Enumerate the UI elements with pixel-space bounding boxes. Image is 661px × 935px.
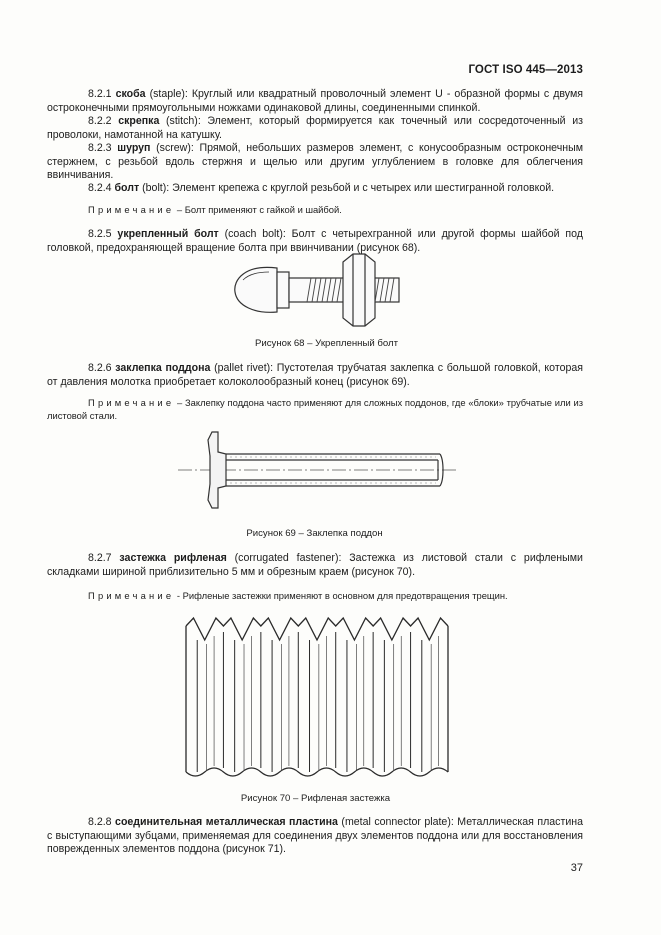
note-label: Примечание <box>88 204 175 215</box>
definition-8-2-6 <box>47 362 583 389</box>
term: шуруп <box>117 142 151 154</box>
term: скоба <box>115 88 146 100</box>
definition-text: Элемент, который формируется как точечный или сосредоточенный из проволоки, намотанной на катушку. <box>47 115 583 141</box>
clause-number: 8.2.3 <box>88 142 112 154</box>
definition-8-2-3 <box>47 142 583 183</box>
clause-number: 8.2.5 <box>88 228 112 240</box>
note-text: - Рифленые застежки применяют в основном для предотвращения трещин. <box>174 590 508 601</box>
definition-8-2-7 <box>47 552 583 579</box>
term-english: (stitch): <box>166 115 201 127</box>
term-english: (coach bolt): <box>224 228 286 240</box>
term: застежка рифленая <box>119 552 227 564</box>
definition-8-2-8 <box>47 816 583 857</box>
term: соединительная металлическая пластина <box>115 816 338 828</box>
clause-number: 8.2.6 <box>88 362 112 374</box>
term: укрепленный болт <box>117 228 219 240</box>
figure-68-caption: Рисунок 68 – Укрепленный болт <box>255 338 398 349</box>
page-number: 37 <box>570 862 583 874</box>
term: болт <box>114 182 140 194</box>
definition-8-2-1 <box>47 88 583 115</box>
definition-text: Элемент крепежа с круглой резьбой и с четырех или шестигранной головкой. <box>169 182 555 194</box>
definition-text: Пустотелая трубчатая заклепка с большой головкой, которая от давления молотка приобретает колоколообразный конец (рисунок 69). <box>47 362 583 388</box>
term-english: (bolt): <box>142 182 170 194</box>
clause-number: 8.2.1 <box>88 88 112 100</box>
note-label: Примечание <box>88 397 175 408</box>
term-english: (metal connector plate): <box>341 816 454 828</box>
term: скрепка <box>118 115 160 127</box>
definition-text: Застежка из листовой стали с рифлеными складками шириной приблизительно 5 мм и обрезным краем (рисунок 70). <box>47 552 583 578</box>
corrugated-fastener-figure <box>180 612 456 784</box>
standard-header: ГОСТ ISO 445—2013 <box>468 64 583 76</box>
clause-number: 8.2.8 <box>88 816 112 828</box>
note-corrugated <box>88 590 583 603</box>
term-english: (pallet rivet): <box>214 362 274 374</box>
figure-70-caption: Рисунок 70 – Рифленая застежка <box>240 793 391 804</box>
note-label: Примечание <box>88 590 175 601</box>
term-english: (staple): <box>149 88 188 100</box>
term: заклепка поддона <box>115 362 211 374</box>
note-text: – Заклепку поддона часто применяют для сложных поддонов, где «блоки» трубчатые или из листовой стали. <box>47 397 583 421</box>
definition-text: Металлическая пластина с выступающими зубцами, применяемая для соединения двух элементов поддона или для восстановления поврежденных элементов поддона (рисунок 71). <box>47 816 583 856</box>
clause-number: 8.2.4 <box>88 182 112 194</box>
clause-number: 8.2.2 <box>88 115 112 127</box>
note-text: – Болт применяют с гайкой и шайбой. <box>174 204 342 215</box>
note-bolt <box>88 204 583 217</box>
definition-text: Болт с четырехгранной или другой формы шайбой под головкой, предохраняющей вращение болта при ввинчивании (рисунок 68). <box>47 228 583 254</box>
coach-bolt-figure <box>225 250 405 330</box>
term-english: (screw): <box>156 142 194 154</box>
definition-8-2-2 <box>47 115 583 142</box>
figure-69-caption: Рисунок 69 – Заклепка поддон <box>246 528 383 539</box>
definition-text: Прямой, небольших размеров элемент, с конусообразным остроконечным стержнем, с резьбой вдоль стержня и щелью или другим углублением в головке для облегчения ввинчивания. <box>47 142 583 182</box>
definition-8-2-4 <box>47 182 583 196</box>
clause-number: 8.2.7 <box>88 552 112 564</box>
definition-text: Круглый или квадратный проволочный элемент U - образной формы с двумя остроконечными прямоугольными ножками одинаковой длины, соединенными спинкой. <box>47 88 583 114</box>
term-english: (corrugated fastener): <box>234 552 342 564</box>
note-rivet <box>47 397 583 422</box>
pallet-rivet-figure <box>172 428 462 514</box>
